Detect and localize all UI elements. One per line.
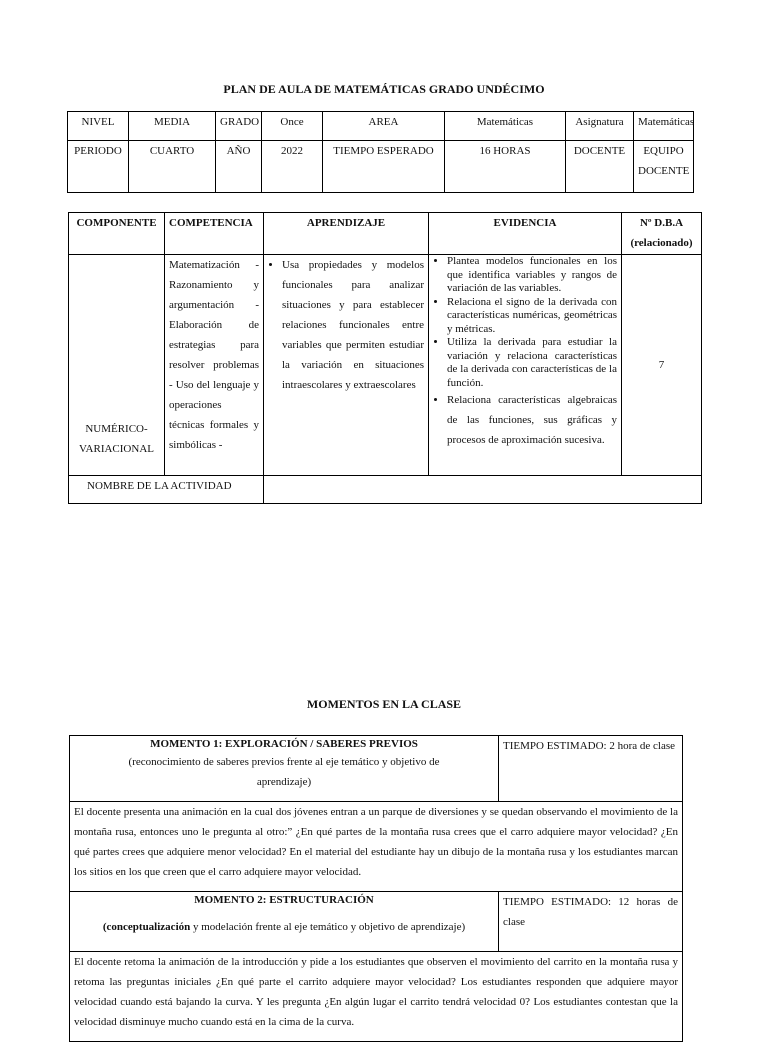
header-componente: COMPONENTE <box>69 213 165 255</box>
evidencia-item: • Relaciona el signo de la derivada con características numéricas, geométricas y métricas. <box>447 296 617 337</box>
info-table <box>67 111 694 193</box>
moment2-subtitle-rest: y modelación frente al eje temático y objetivo de aprendizaje) <box>190 921 466 933</box>
moment2-subtitle-bold: (conceptualización <box>102 921 191 933</box>
periodo-value: CUARTO <box>129 141 216 193</box>
aprendizaje-cell <box>264 255 429 476</box>
evidencia-item: • Utiliza la derivada para estudiar la variación y relaciona características de la derivada con características de la función. <box>447 336 617 390</box>
activity-value <box>264 476 702 504</box>
area-value: Matemáticas <box>445 112 566 141</box>
moment2-body: El docente retoma la animación de la introducción y pide a los estudiantes que observen el movimiento del carrito en la montaña rusa y retoma las preguntas iniciales ¿En qué parte el carrito adquiere mayor velocidad? Los estudiantes responden que adquiere mayor velocidad cuando está bajando la curva. Y les pregunta ¿En algún lugar el carrito tendrá velocidad 0? Los estudiantes contestan que la velocidad disminuye mucho cuando está en la cima de la curva. <box>70 952 683 1042</box>
moment1-body: El docente presenta una animación en la cual dos jóvenes entran a un parque de diversiones y se quedan observando el movimiento de la montaña rusa, entonces uno le pregunta al otro:” ¿En qué partes de la montaña rusa crees que el carro adquiere mayor velocidad? ¿En qué partes crees que adquiere menor velocidad? En el material del estudiante hay un dibujo de la montaña rusa y los estudiantes marcan los sitios en los que creen que el carro adquiere mayor velocidad. <box>70 802 683 892</box>
moment2-header <box>70 892 499 952</box>
grado-label: GRADO <box>216 112 262 141</box>
evidencia-cell <box>429 255 622 476</box>
asignatura-value: Matemáticas <box>634 112 694 141</box>
tiempo-label: TIEMPO ESPERADO <box>323 141 445 193</box>
tiempo-value: 16 HORAS <box>445 141 566 193</box>
moment2-title: MOMENTO 2: ESTRUCTURACIÓN <box>194 894 374 906</box>
moment2-subtitle <box>74 908 494 946</box>
page-title: PLAN DE AULA DE MATEMÁTICAS GRADO UNDÉCIMO <box>223 82 545 96</box>
activity-label: NOMBRE DE LA ACTIVIDAD <box>69 476 264 504</box>
header-competencia: COMPETENCIA <box>165 213 264 255</box>
aprendizaje-value: • Usa propiedades y modelos funcionales para analizar situaciones y para establecer relaciones funcionales entre variables que permiten estudiar la variación en situaciones intraescolares y extraescolares <box>282 255 424 395</box>
area-label: AREA <box>323 112 445 141</box>
header-evidencia: EVIDENCIA <box>429 213 622 255</box>
competencia-value: Matematización - Razonamiento y argumentación - Elaboración de estrategias para resolver problemas - Uso del lenguaje y operaciones técnicas formales y simbólicas - <box>165 255 264 476</box>
curriculum-table <box>68 212 702 504</box>
moments-table <box>69 735 683 1042</box>
asignatura-label: Asignatura <box>566 112 634 141</box>
header-aprendizaje: APRENDIZAJE <box>264 213 429 255</box>
dba-value: 7 <box>622 255 702 476</box>
periodo-label: PERIODO <box>68 141 129 193</box>
nivel-label: NIVEL <box>68 112 129 141</box>
anio-value: 2022 <box>262 141 323 193</box>
moment1-title: MOMENTO 1: EXPLORACIÓN / SABERES PREVIOS <box>150 738 418 750</box>
moment2-time: TIEMPO ESTIMADO: 12 horas de clase <box>499 892 683 952</box>
moments-title: MOMENTOS EN LA CLASE <box>306 697 462 711</box>
moment1-subtitle: (reconocimiento de saberes previos frente al eje temático y objetivo de aprendizaje) <box>128 756 440 788</box>
header-dba: Nº D.B.A (relacionado) <box>622 213 702 255</box>
anio-label: AÑO <box>216 141 262 193</box>
docente-label: DOCENTE <box>566 141 634 193</box>
docente-value: EQUIPO DOCENTE <box>634 141 694 193</box>
evidencia-item: • Plantea modelos funcionales en los que identifica variables y rangos de variación de las variables. <box>447 255 617 296</box>
evidencia-item: • Relaciona características algebraicas de las funciones, sus gráficas y procesos de aproximación sucesiva. <box>447 390 617 450</box>
nivel-value: MEDIA <box>129 112 216 141</box>
grado-value: Once <box>262 112 323 141</box>
moment1-time: TIEMPO ESTIMADO: 2 hora de clase <box>499 736 683 802</box>
moment1-header <box>70 736 499 802</box>
componente-value: NUMÉRICO-VARIACIONAL <box>69 255 165 476</box>
